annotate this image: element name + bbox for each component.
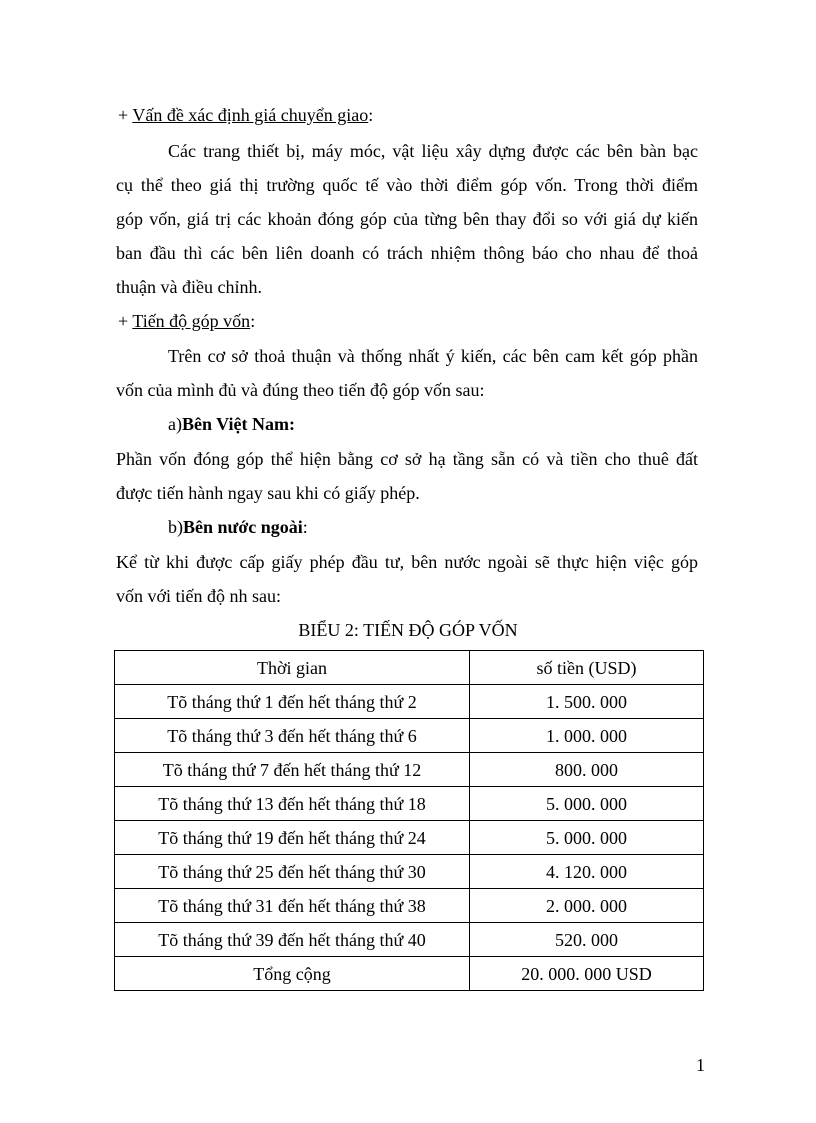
heading-schedule: [118, 310, 255, 332]
table-caption: BIỂU 2: TIẾN ĐỘ GÓP VỐN: [298, 620, 518, 640]
paragraph-line: vốn của mình đủ và đúng theo tiến độ góp vốn sau:: [116, 380, 485, 400]
row-period: Tõ tháng thứ 39 đến hết tháng thứ 40: [115, 923, 470, 957]
table-row: [115, 685, 704, 719]
bullet-prefix: +: [118, 105, 133, 125]
row-period: Tõ tháng thứ 19 đến hết tháng thứ 24: [115, 821, 470, 855]
row-amount: 800. 000: [470, 753, 704, 787]
heading-suffix: :: [250, 311, 256, 331]
row-period: Tõ tháng thứ 3 đến hết tháng thứ 6: [115, 719, 470, 753]
row-amount: 4. 120. 000: [470, 855, 704, 889]
heading-suffix: :: [368, 105, 374, 125]
paragraph-line: Các trang thiết bị, máy móc, vật liệu xây dựng được các bên bàn bạc: [168, 141, 698, 161]
header-time: Thời gian: [115, 651, 470, 685]
subheading-text: Bên nước ngoài: [183, 517, 303, 537]
row-amount: 1. 000. 000: [470, 719, 704, 753]
row-amount: 520. 000: [470, 923, 704, 957]
subheading-suffix: :: [302, 517, 308, 537]
list-marker: a): [168, 414, 182, 434]
subheading-text: Bên Việt Nam:: [181, 414, 295, 434]
subheading-foreign-side: [168, 516, 308, 538]
paragraph-line: được tiến hành ngay sau khi có giấy phép.: [116, 483, 420, 503]
table-row: [115, 923, 704, 957]
row-period: Tõ tháng thứ 13 đến hết tháng thứ 18: [115, 787, 470, 821]
capital-schedule-table: [114, 650, 704, 991]
table-row: [115, 753, 704, 787]
paragraph-line: vốn với tiến độ nh sau:: [116, 586, 282, 606]
row-amount: 5. 000. 000: [470, 787, 704, 821]
table-total-row: [115, 957, 704, 991]
row-period: Tõ tháng thứ 1 đến hết tháng thứ 2: [115, 685, 470, 719]
row-amount: 5. 000. 000: [470, 821, 704, 855]
table-row: [115, 719, 704, 753]
table-row: [115, 821, 704, 855]
list-marker: b): [168, 517, 183, 537]
bullet-prefix: +: [118, 311, 133, 331]
paragraph-line: ban đầu thì các bên liên doanh có trách nhiệm thông báo cho nhau để thoả: [116, 243, 698, 263]
paragraph-line: thuận và điều chỉnh.: [116, 277, 262, 297]
row-amount: 1. 500. 000: [470, 685, 704, 719]
total-label: Tổng cộng: [115, 957, 470, 991]
table-row: [115, 889, 704, 923]
paragraph-line: cụ thể theo giá thị trường quốc tế vào thời điểm góp vốn. Trong thời điểm: [116, 175, 698, 195]
paragraph-line: Phần vốn đóng góp thể hiện bằng cơ sở hạ tầng sẵn có và tiền cho thuê đất: [116, 449, 698, 469]
page-number: 1: [696, 1055, 705, 1075]
table-row: [115, 855, 704, 889]
row-period: Tõ tháng thứ 7 đến hết tháng thứ 12: [115, 753, 470, 787]
paragraph-line: Trên cơ sở thoả thuận và thống nhất ý kiến, các bên cam kết góp phần: [168, 346, 698, 366]
table-row: [115, 787, 704, 821]
row-period: Tõ tháng thứ 31 đến hết tháng thứ 38: [115, 889, 470, 923]
subheading-vietnam-side: [168, 413, 295, 435]
paragraph-line: góp vốn, giá trị các khoản đóng góp của từng bên thay đổi so với giá dự kiến: [116, 209, 698, 229]
row-period: Tõ tháng thứ 25 đến hết tháng thứ 30: [115, 855, 470, 889]
paragraph-line: Kể từ khi được cấp giấy phép đầu tư, bên nước ngoài sẽ thực hiện việc góp: [116, 552, 698, 572]
row-amount: 2. 000. 000: [470, 889, 704, 923]
total-amount: 20. 000. 000 USD: [470, 957, 704, 991]
heading-text: Vấn đề xác định giá chuyển giao: [132, 105, 369, 125]
heading-transfer-price: [118, 104, 373, 126]
table-header-row: [115, 651, 704, 685]
heading-text: Tiến độ góp vốn: [132, 311, 251, 331]
header-amount: số tiền (USD): [470, 651, 704, 685]
